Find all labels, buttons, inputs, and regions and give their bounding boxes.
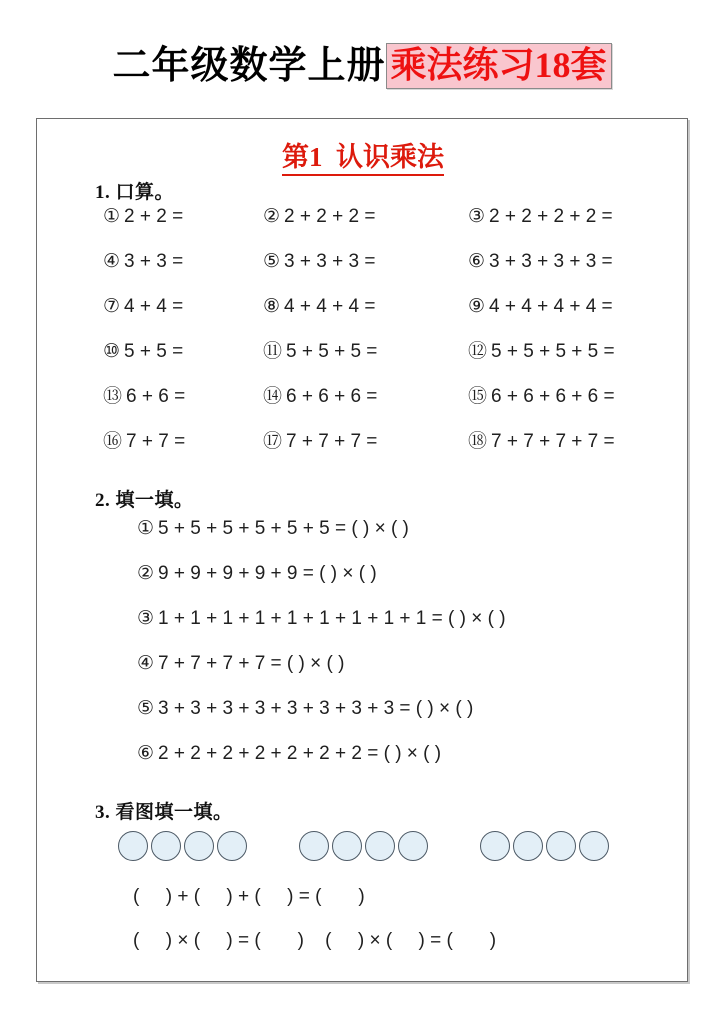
- item-text: 7 + 7 =: [126, 431, 186, 452]
- exercise-item: [468, 432, 615, 453]
- item-text: 5 + 5 =: [124, 341, 184, 362]
- fill-blank-item: [137, 609, 677, 654]
- circle-icon: [365, 831, 395, 861]
- item-text: 7 + 7 + 7 =: [286, 431, 378, 452]
- exercise-item: [103, 342, 263, 363]
- exercise-item: [468, 387, 615, 408]
- item-text: 4 + 4 + 4 =: [284, 296, 376, 317]
- page-title-badge: 乘法练习18套: [386, 43, 612, 89]
- exercise-item: [263, 387, 468, 408]
- fill-blank-item: [137, 654, 677, 699]
- item-marker: ⑭: [263, 386, 283, 407]
- section-1-label: 口算。: [115, 182, 175, 203]
- item-text: 4 + 4 =: [124, 296, 184, 317]
- section-2-number: 2.: [95, 490, 111, 511]
- circle-group: [118, 831, 247, 871]
- exercise-item: [263, 297, 468, 318]
- item-marker: ⑬: [103, 386, 123, 407]
- circle-group: [299, 831, 428, 871]
- worksheet-box: [36, 118, 688, 982]
- item-marker: ⑥: [137, 743, 155, 764]
- exercise-row: [103, 387, 683, 432]
- circle-icon: [398, 831, 428, 861]
- exercise-row: [103, 207, 683, 252]
- item-text: 6 + 6 =: [126, 386, 186, 407]
- item-marker: ⑩: [103, 341, 121, 362]
- item-marker: ③: [137, 608, 155, 629]
- circle-icon: [118, 831, 148, 861]
- item-marker: ⑤: [137, 698, 155, 719]
- section-3-number: 3.: [95, 802, 111, 823]
- section-2-heading: [95, 485, 194, 512]
- circle-icon: [579, 831, 609, 861]
- exercise-item: [103, 297, 263, 318]
- item-marker: ④: [137, 653, 155, 674]
- item-marker: ④: [103, 251, 121, 272]
- item-marker: ⑱: [468, 431, 488, 452]
- fill-blank-item: [137, 519, 677, 564]
- item-text: 5 + 5 + 5 + 5 + 5 + 5 = ( ) × ( ): [158, 518, 409, 539]
- section-1-items: [103, 207, 683, 477]
- fill-blank-item: [137, 564, 677, 609]
- item-text: 5 + 5 + 5 + 5 =: [491, 341, 615, 362]
- item-text: 3 + 3 + 3 =: [284, 251, 376, 272]
- exercise-item: [263, 207, 468, 228]
- item-text: 6 + 6 + 6 =: [286, 386, 378, 407]
- circle-icon: [299, 831, 329, 861]
- section-2-items: [137, 519, 677, 789]
- circle-icon: [332, 831, 362, 861]
- exercise-row: [103, 297, 683, 342]
- item-marker: ⑥: [468, 251, 486, 272]
- item-text: 2 + 2 + 2 =: [284, 206, 376, 227]
- item-text: 2 + 2 + 2 + 2 + 2 + 2 + 2 = ( ) × ( ): [158, 743, 442, 764]
- item-marker: ⑪: [263, 341, 283, 362]
- answer-line: ( ) × ( ) = ( ) ( ) × ( ) = ( ): [133, 930, 497, 951]
- exercise-row: [103, 252, 683, 297]
- item-text: 1 + 1 + 1 + 1 + 1 + 1 + 1 + 1 + 1 = ( ) × ( ): [158, 608, 506, 629]
- fill-blank-item: [137, 744, 677, 789]
- item-text: 2 + 2 + 2 + 2 =: [489, 206, 613, 227]
- circle-diagram: [37, 831, 689, 871]
- exercise-item: [103, 207, 263, 228]
- item-marker: ⑨: [468, 296, 486, 317]
- item-marker: ②: [137, 563, 155, 584]
- item-marker: ⑧: [263, 296, 281, 317]
- item-marker: ⑫: [468, 341, 488, 362]
- answer-line: ( ) + ( ) + ( ) = ( ): [133, 886, 365, 907]
- circle-icon: [480, 831, 510, 861]
- item-text: 3 + 3 + 3 + 3 + 3 + 3 + 3 + 3 = ( ) × ( ): [158, 698, 474, 719]
- item-text: 3 + 3 =: [124, 251, 184, 272]
- exercise-item: [468, 252, 613, 273]
- section-3-answer-lines: [133, 887, 673, 975]
- exercise-row: [103, 432, 683, 477]
- item-marker: ①: [137, 518, 155, 539]
- item-marker: ⑰: [263, 431, 283, 452]
- page-title-main: 二年级数学上册: [112, 45, 386, 87]
- item-text: 7 + 7 + 7 + 7 =: [491, 431, 615, 452]
- exercise-item: [263, 432, 468, 453]
- section-1-number: 1.: [95, 182, 111, 203]
- circle-group: [480, 831, 609, 871]
- circle-icon: [184, 831, 214, 861]
- fill-blank-item: [137, 699, 677, 744]
- section-3-label: 看图填一填。: [115, 802, 233, 823]
- circle-icon: [546, 831, 576, 861]
- item-marker: ⑯: [103, 431, 123, 452]
- exercise-item: [103, 252, 263, 273]
- page-title: [0, 38, 724, 94]
- exercise-item: [468, 342, 615, 363]
- item-marker: ⑮: [468, 386, 488, 407]
- exercise-item: [103, 387, 263, 408]
- circle-icon: [151, 831, 181, 861]
- item-marker: ②: [263, 206, 281, 227]
- item-text: 7 + 7 + 7 + 7 = ( ) × ( ): [158, 653, 345, 674]
- worksheet-subtitle: [37, 135, 689, 174]
- item-text: 4 + 4 + 4 + 4 =: [489, 296, 613, 317]
- circle-icon: [217, 831, 247, 861]
- item-text: 3 + 3 + 3 + 3 =: [489, 251, 613, 272]
- item-marker: ③: [468, 206, 486, 227]
- section-3-heading: [95, 797, 233, 824]
- item-text: 6 + 6 + 6 + 6 =: [491, 386, 615, 407]
- item-marker: ⑦: [103, 296, 121, 317]
- section-1-heading: [95, 177, 174, 204]
- item-marker: ①: [103, 206, 121, 227]
- exercise-row: [103, 342, 683, 387]
- item-text: 5 + 5 + 5 =: [286, 341, 378, 362]
- exercise-item: [468, 207, 613, 228]
- circle-icon: [513, 831, 543, 861]
- worksheet-subtitle-text: 第1 认识乘法: [282, 142, 444, 176]
- exercise-item: [263, 342, 468, 363]
- exercise-item: [468, 297, 613, 318]
- exercise-item: [263, 252, 468, 273]
- item-text: 9 + 9 + 9 + 9 + 9 = ( ) × ( ): [158, 563, 377, 584]
- exercise-item: [103, 432, 263, 453]
- section-2-label: 填一填。: [115, 490, 194, 511]
- item-marker: ⑤: [263, 251, 281, 272]
- item-text: 2 + 2 =: [124, 206, 184, 227]
